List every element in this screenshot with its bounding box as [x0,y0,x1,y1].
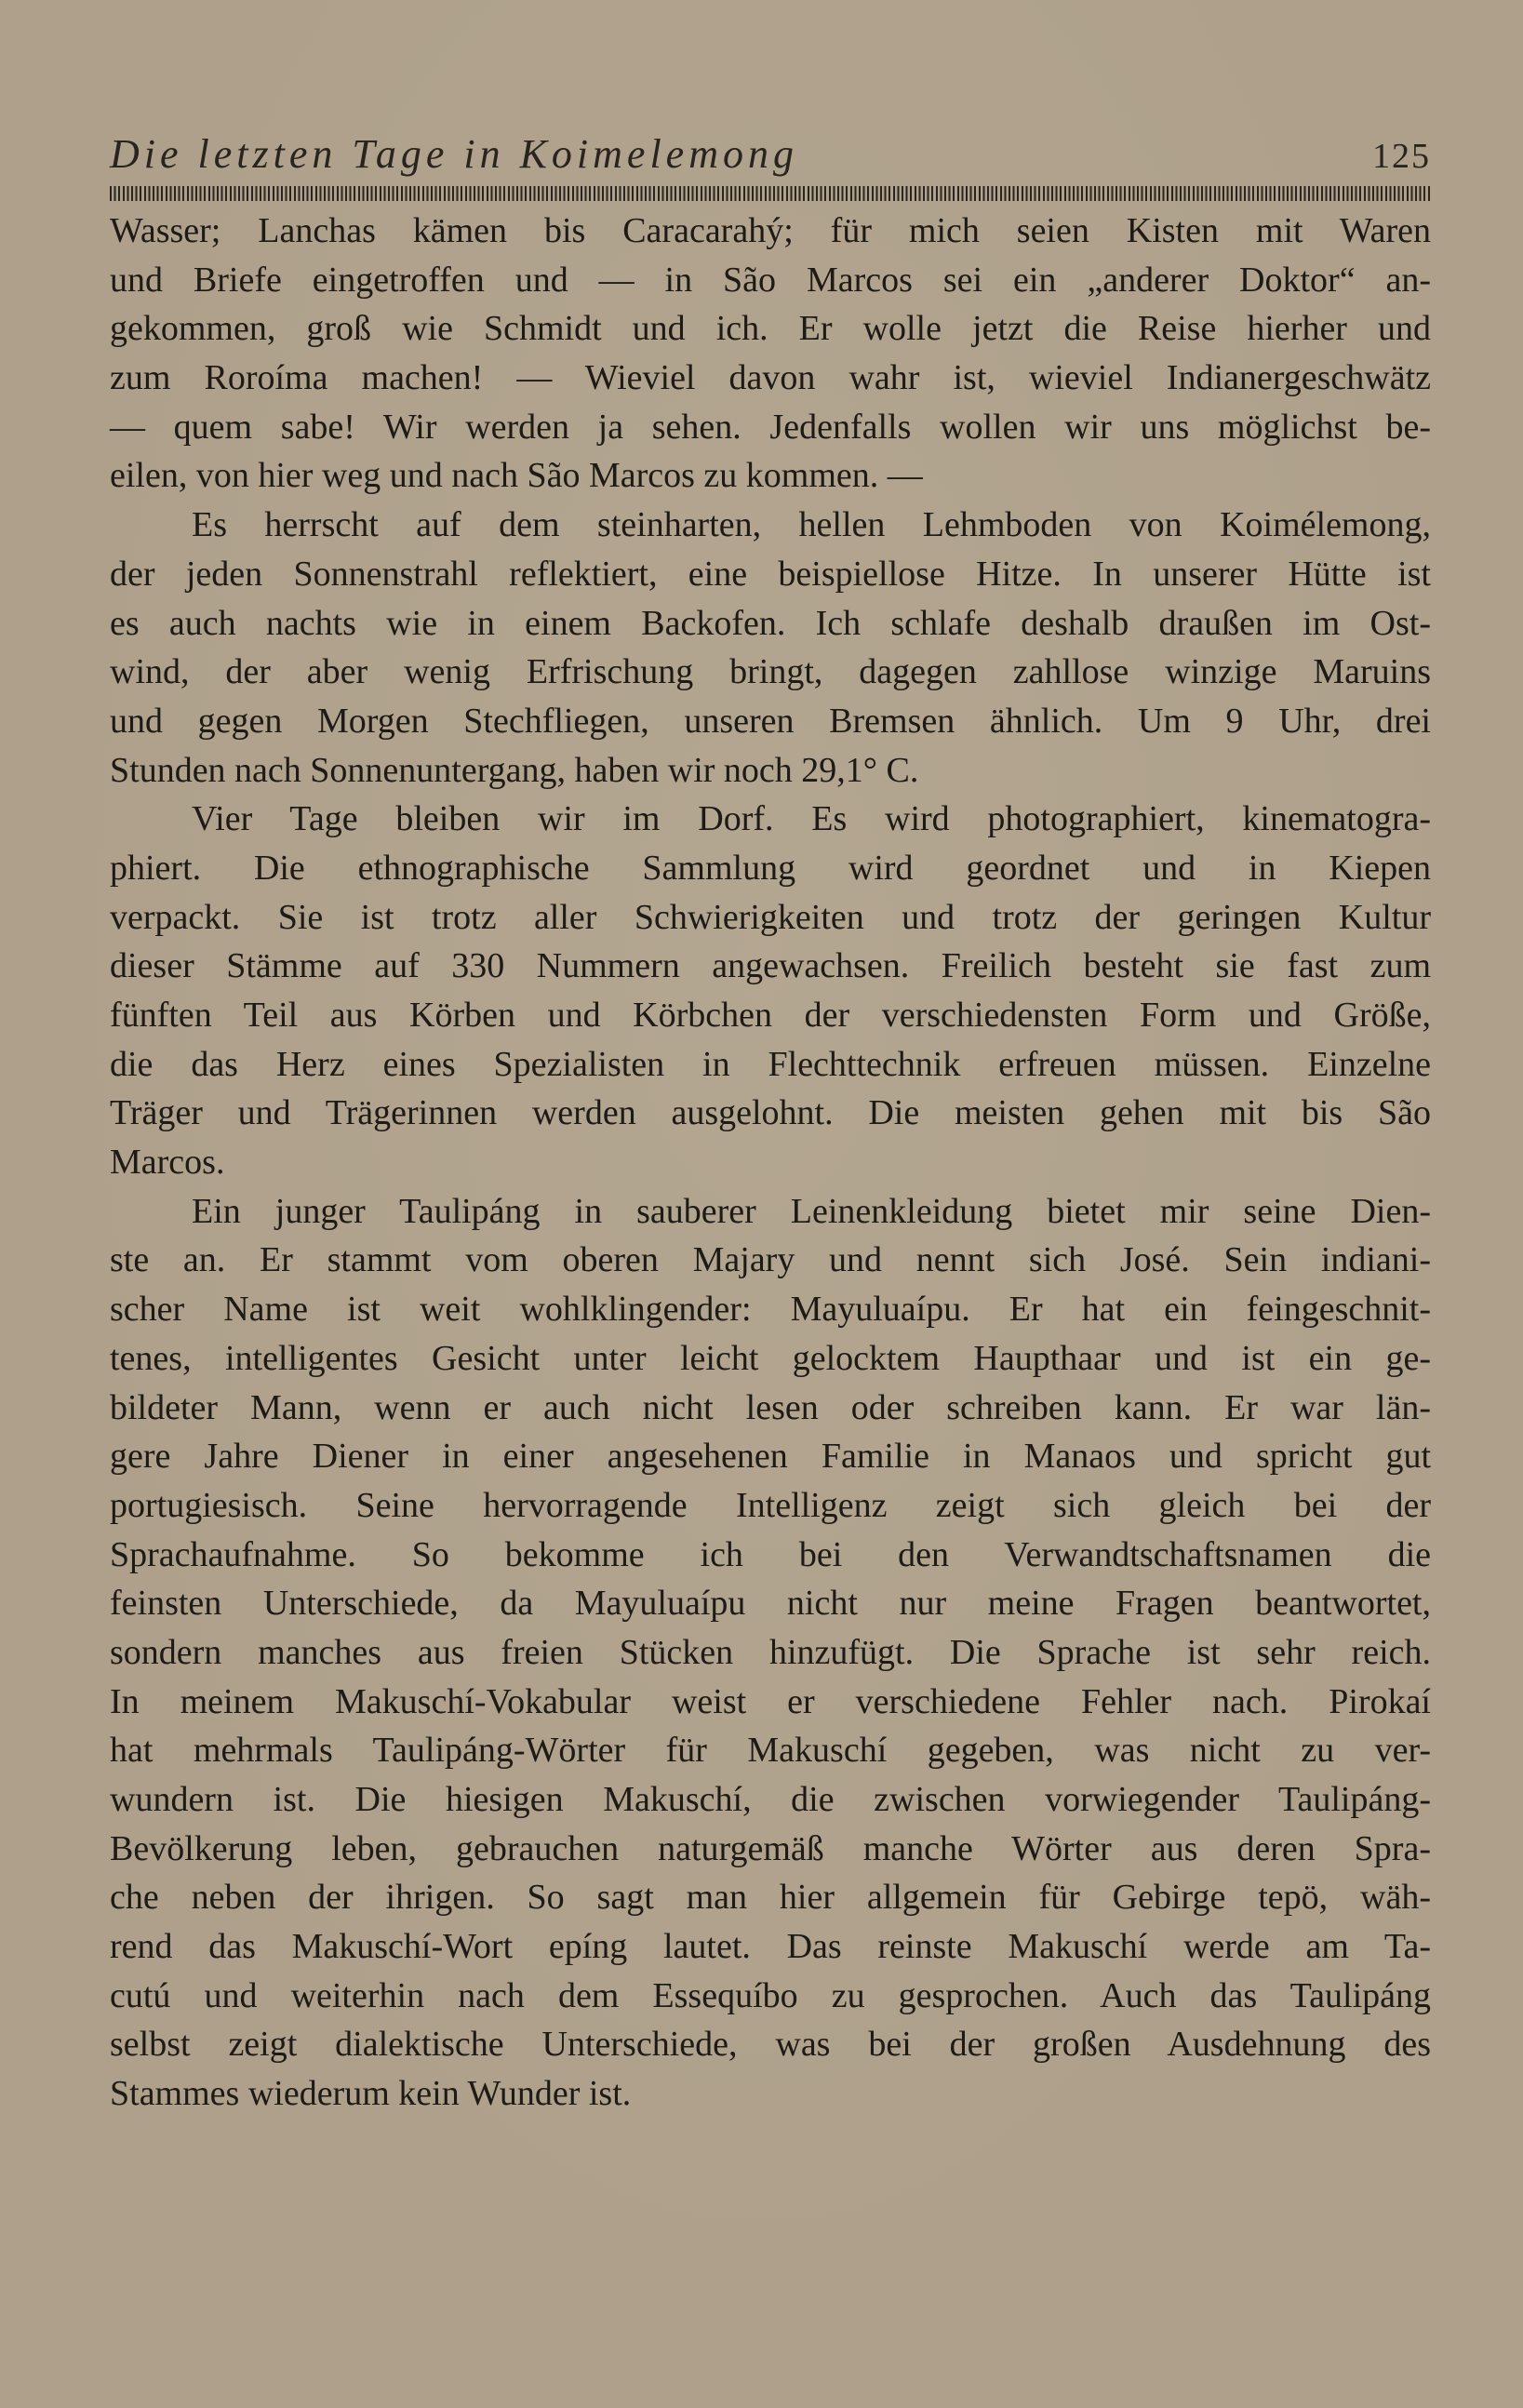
text-line: wind, der aber wenig Erfrischung bringt, dagegen zahllose winzige Maruins [110,652,1431,692]
text-line: tenes, intelligentes Gesicht unter leicht gelocktem Haupthaar und ist ein ge- [110,1338,1431,1378]
text-line: ste an. Er stammt vom oberen Majary und nennt sich José. Sein indiani- [110,1240,1431,1280]
text-line: cutú und weiterhin nach dem Essequíbo zu gesprochen. Auch das Taulipáng [110,1975,1431,2015]
text-line: und gegen Morgen Stechfliegen, unseren Bremsen ähnlich. Um 9 Uhr, drei [110,701,1431,741]
running-title: Die letzten Tage in Koimelemong [110,131,798,177]
text-line: und Briefe eingetroffen und — in São Marcos sei ein „anderer Doktor“ an- [110,260,1431,300]
text-line: Wasser; Lanchas kämen bis Caracarahý; für mich seien Kisten mit Waren [110,211,1431,250]
text-line: Stunden nach Sonnenuntergang, haben wir noch 29,1° C. [110,750,919,790]
text-line: bildeter Mann, wenn er auch nicht lesen oder schreiben kann. Er war län- [110,1387,1431,1427]
text-line: Träger und Trägerinnen werden ausgelohnt. Die meisten gehen mit bis São [110,1093,1431,1133]
text-line: der jeden Sonnenstrahl reflektiert, eine beispiellose Hitze. In unserer Hütte ist [110,554,1431,594]
text-line: wundern ist. Die hiesigen Makuschí, die zwischen vorwiegender Taulipáng- [110,1780,1431,1819]
text-line: phiert. Die ethnographische Sammlung wird geordnet und in Kiepen [110,848,1431,888]
text-line: rend das Makuschí-Wort epíng lautet. Das reinste Makuschí werde am Ta- [110,1927,1431,1967]
text-line: In meinem Makuschí-Vokabular weist er verschiedene Fehler nach. Pirokaí [110,1681,1431,1721]
text-line: es auch nachts wie in einem Backofen. Ich schlafe deshalb draußen im Ost- [110,603,1431,643]
text-line: Stammes wiederum kein Wunder ist. [110,2074,632,2114]
text-line: selbst zeigt dialektische Unterschiede, was bei der großen Ausdehnung des [110,2025,1431,2065]
text-line: Sprachaufnahme. So bekomme ich bei den Verwandtschaftsnamen die [110,1534,1431,1574]
text-line: Vier Tage bleiben wir im Dorf. Es wird photographiert, kinematogra- [192,799,1431,839]
text-line: eilen, von hier weg und nach São Marcos zu kommen. — [110,456,923,496]
body-text [110,207,1431,2119]
header-rule [110,186,1431,201]
text-line: verpackt. Sie ist trotz aller Schwierigkeiten und trotz der geringen Kultur [110,897,1431,937]
text-line: gere Jahre Diener in einer angesehenen Familie in Manaos und spricht gut [110,1437,1431,1477]
text-line: che neben der ihrigen. So sagt man hier allgemein für Gebirge tepö, wäh- [110,1878,1431,1918]
text-line: gekommen, groß wie Schmidt und ich. Er wolle jetzt die Reise hierher und [110,309,1431,349]
text-line: Ein junger Taulipáng in sauberer Leinenkleidung bietet mir seine Dien- [192,1191,1431,1231]
page-number: 125 [1372,137,1431,176]
text-line: fünften Teil aus Körben und Körbchen der verschiedensten Form und Größe, [110,996,1431,1035]
text-line: Marcos. [110,1143,225,1183]
text-line: portugiesisch. Seine hervorragende Intelligenz zeigt sich gleich bei der [110,1485,1431,1525]
text-line: scher Name ist weit wohlklingender: Mayuluaípu. Er hat ein feingeschnit- [110,1290,1431,1330]
text-line: Es herrscht auf dem steinharten, hellen Lehmboden von Koimélemong, [192,505,1431,545]
page-header [110,130,1431,190]
text-line: feinsten Unterschiede, da Mayuluaípu nicht nur meine Fragen beantwortet, [110,1584,1431,1624]
text-line: zum Roroíma machen! — Wieviel davon wahr ist, wieviel Indianergeschwätz [110,358,1431,398]
text-line: Bevölkerung leben, gebrauchen naturgemäß manche Wörter aus deren Spra- [110,1828,1431,1868]
text-line: — quem sabe! Wir werden ja sehen. Jedenfalls wollen wir uns möglichst be- [110,407,1431,447]
text-line: sondern manches aus freien Stücken hinzufügt. Die Sprache ist sehr reich. [110,1632,1431,1672]
text-line: die das Herz eines Spezialisten in Flechttechnik erfreuen müssen. Einzelne [110,1044,1431,1084]
text-line: dieser Stämme auf 330 Nummern angewachsen. Freilich besteht sie fast zum [110,946,1431,986]
text-line: hat mehrmals Taulipáng-Wörter für Makuschí gegeben, was nicht zu ver- [110,1731,1431,1771]
